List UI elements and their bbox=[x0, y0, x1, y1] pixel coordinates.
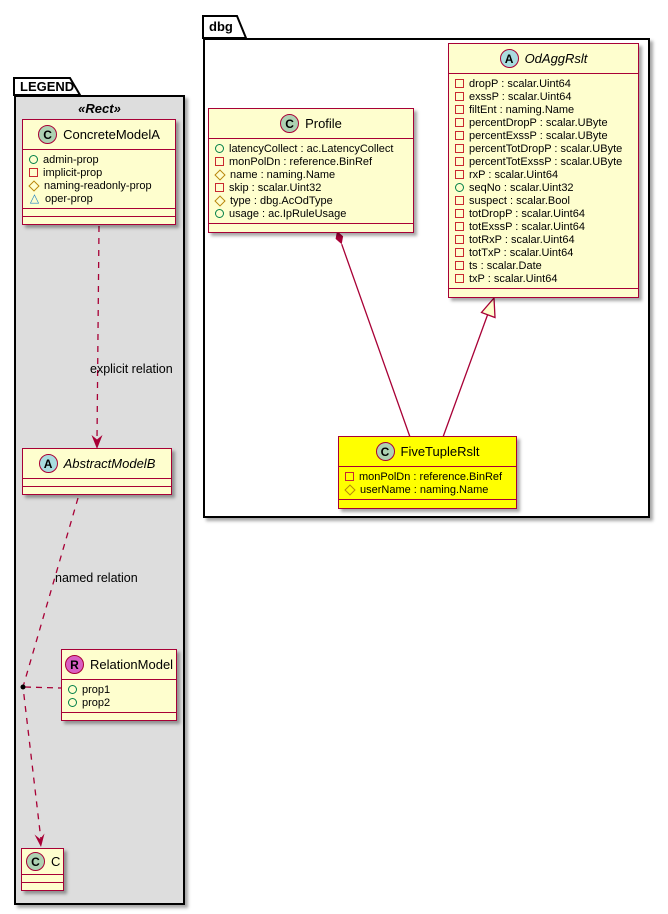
class-relationmodel bbox=[61, 649, 177, 721]
named-relation-arrowhead bbox=[35, 834, 45, 848]
dbg-package-title: dbg bbox=[209, 19, 233, 34]
class-odaggrslt-attributes bbox=[449, 73, 638, 288]
attribute-row bbox=[449, 259, 638, 272]
class-concretemodela-attributes bbox=[23, 149, 175, 208]
attribute-label: monPolDn : reference.BinRef bbox=[229, 155, 373, 168]
class-abstractmodelb-title bbox=[23, 449, 171, 478]
attribute-visibility-icon bbox=[215, 157, 224, 166]
class-c-title bbox=[22, 849, 63, 874]
empty-compartment bbox=[22, 882, 63, 890]
generalization-edge bbox=[443, 315, 488, 437]
abstract-spot-icon: A bbox=[39, 454, 58, 473]
class-name: AbstractModelB bbox=[63, 456, 156, 471]
attribute-label: rxP : scalar.Uint64 bbox=[469, 168, 559, 181]
empty-compartment bbox=[22, 874, 63, 882]
attribute-row bbox=[23, 192, 175, 205]
attribute-row bbox=[449, 207, 638, 220]
empty-compartment bbox=[23, 486, 171, 494]
class-name: ConcreteModelA bbox=[63, 127, 160, 142]
attribute-label: ts : scalar.Date bbox=[469, 259, 542, 272]
class-name: C bbox=[51, 854, 61, 869]
attribute-row bbox=[62, 683, 176, 696]
attribute-visibility-icon bbox=[455, 144, 464, 153]
attribute-visibility-icon bbox=[214, 195, 225, 206]
attribute-visibility-icon bbox=[455, 183, 464, 192]
abstract-spot-icon: A bbox=[500, 49, 519, 68]
attribute-row bbox=[449, 246, 638, 259]
attribute-visibility-icon bbox=[68, 685, 77, 694]
attribute-label: latencyCollect : ac.LatencyCollect bbox=[229, 142, 394, 155]
attribute-row bbox=[449, 233, 638, 246]
attribute-row bbox=[209, 207, 413, 220]
attribute-visibility-icon bbox=[455, 79, 464, 88]
attribute-row bbox=[209, 155, 413, 168]
attribute-row bbox=[23, 153, 175, 166]
class-spot-icon: C bbox=[26, 852, 45, 871]
attribute-label: admin-prop bbox=[43, 153, 99, 166]
attribute-visibility-icon bbox=[455, 209, 464, 218]
generalization-triangle bbox=[482, 298, 496, 318]
attribute-label: percentTotExssP : scalar.UByte bbox=[469, 155, 623, 168]
class-name: Profile bbox=[305, 116, 342, 131]
attribute-row bbox=[449, 220, 638, 233]
empty-compartment bbox=[449, 288, 638, 297]
class-name: FiveTupleRslt bbox=[400, 444, 480, 459]
attribute-label: type : dbg.AcOdType bbox=[230, 194, 333, 207]
attribute-row bbox=[449, 77, 638, 90]
attribute-row bbox=[339, 483, 516, 496]
attribute-visibility-icon bbox=[455, 157, 464, 166]
class-odaggrslt bbox=[448, 43, 639, 298]
named-relation-label: named relation bbox=[55, 571, 138, 585]
attribute-visibility-icon bbox=[29, 155, 38, 164]
attribute-label: totDropP : scalar.Uint64 bbox=[469, 207, 585, 220]
class-odaggrslt-title bbox=[449, 44, 638, 73]
attribute-row bbox=[449, 181, 638, 194]
attribute-visibility-icon bbox=[455, 131, 464, 140]
relation-spot-icon: R bbox=[65, 655, 84, 674]
empty-compartment bbox=[62, 712, 176, 720]
attribute-label: skip : scalar.Uint32 bbox=[229, 181, 322, 194]
attribute-visibility-icon bbox=[455, 235, 464, 244]
attribute-visibility-icon bbox=[455, 222, 464, 231]
explicit-relation-label: explicit relation bbox=[90, 362, 173, 376]
attribute-visibility-icon bbox=[455, 196, 464, 205]
attribute-row bbox=[339, 470, 516, 483]
attribute-visibility-icon bbox=[455, 92, 464, 101]
attribute-row bbox=[62, 696, 176, 709]
class-abstractmodelb bbox=[22, 448, 172, 495]
attribute-row bbox=[449, 129, 638, 142]
rect-stereotype-label: «Rect» bbox=[78, 101, 121, 116]
attribute-label: naming-readonly-prop bbox=[44, 179, 152, 192]
attribute-label: implicit-prop bbox=[43, 166, 103, 179]
explicit-relation-edge bbox=[97, 226, 99, 440]
empty-compartment bbox=[339, 499, 516, 508]
attribute-row bbox=[209, 194, 413, 207]
class-fivetuplerslt bbox=[338, 436, 517, 509]
attribute-label: oper-prop bbox=[45, 192, 93, 205]
attribute-visibility-icon bbox=[455, 261, 464, 270]
junction-dot bbox=[21, 685, 26, 690]
attribute-label: percentTotDropP : scalar.UByte bbox=[469, 142, 623, 155]
attribute-visibility-icon bbox=[455, 170, 464, 179]
class-name: OdAggRslt bbox=[524, 51, 588, 66]
attribute-label: percentExssP : scalar.UByte bbox=[469, 129, 608, 142]
attribute-visibility-icon bbox=[455, 248, 464, 257]
class-concretemodela bbox=[22, 119, 176, 225]
attribute-label: totRxP : scalar.Uint64 bbox=[469, 233, 575, 246]
class-relationmodel-attributes bbox=[62, 679, 176, 712]
attribute-label: name : naming.Name bbox=[230, 168, 336, 181]
attribute-row bbox=[449, 272, 638, 285]
legend-package-title: LEGEND bbox=[20, 79, 75, 94]
attribute-label: exssP : scalar.Uint64 bbox=[469, 90, 572, 103]
attribute-label: prop1 bbox=[82, 683, 111, 696]
attribute-label: seqNo : scalar.Uint32 bbox=[469, 181, 574, 194]
attribute-label: usage : ac.IpRuleUsage bbox=[229, 207, 347, 220]
class-c bbox=[21, 848, 64, 891]
attribute-visibility-icon bbox=[215, 183, 224, 192]
attribute-visibility-icon bbox=[29, 168, 38, 177]
attribute-row bbox=[209, 142, 413, 155]
attribute-visibility-icon bbox=[345, 472, 354, 481]
attribute-label: txP : scalar.Uint64 bbox=[469, 272, 558, 285]
attribute-visibility-icon bbox=[215, 209, 224, 218]
attribute-row bbox=[209, 181, 413, 194]
class-profile-attributes bbox=[209, 138, 413, 223]
attribute-visibility-icon bbox=[455, 274, 464, 283]
attribute-row bbox=[209, 168, 413, 181]
attribute-label: filtEnt : naming.Name bbox=[469, 103, 575, 116]
attribute-visibility-icon bbox=[68, 698, 77, 707]
attribute-visibility-icon bbox=[455, 118, 464, 127]
attribute-row bbox=[449, 116, 638, 129]
attribute-label: totExssP : scalar.Uint64 bbox=[469, 220, 585, 233]
attribute-row bbox=[449, 168, 638, 181]
attribute-label: suspect : scalar.Bool bbox=[469, 194, 570, 207]
attribute-row bbox=[23, 166, 175, 179]
class-spot-icon: C bbox=[38, 125, 57, 144]
attribute-visibility-icon bbox=[214, 169, 225, 180]
class-spot-icon: C bbox=[376, 442, 395, 461]
attribute-visibility-icon bbox=[455, 105, 464, 114]
empty-compartment bbox=[23, 208, 175, 216]
attribute-label: userName : naming.Name bbox=[360, 483, 489, 496]
composition-edge bbox=[342, 244, 410, 437]
attribute-label: totTxP : scalar.Uint64 bbox=[469, 246, 574, 259]
attribute-row bbox=[449, 194, 638, 207]
attribute-row bbox=[449, 90, 638, 103]
class-profile bbox=[208, 108, 414, 233]
attribute-row bbox=[449, 142, 638, 155]
attribute-label: monPolDn : reference.BinRef bbox=[359, 470, 503, 483]
attribute-row bbox=[449, 155, 638, 168]
explicit-relation-arrowhead bbox=[92, 435, 103, 449]
attribute-visibility-icon bbox=[28, 180, 39, 191]
empty-compartment bbox=[23, 478, 171, 486]
attribute-visibility-icon bbox=[215, 144, 224, 153]
relationmodel-junction-edge bbox=[25, 687, 61, 688]
class-fivetuplerslt-attributes bbox=[339, 466, 516, 499]
empty-compartment bbox=[23, 216, 175, 224]
attribute-visibility-icon bbox=[29, 193, 40, 204]
attribute-visibility-icon bbox=[344, 484, 355, 495]
class-fivetuplerslt-title bbox=[339, 437, 516, 466]
class-relationmodel-title bbox=[62, 650, 176, 679]
class-name: RelationModel bbox=[89, 657, 174, 672]
attribute-row bbox=[23, 179, 175, 192]
class-profile-title bbox=[209, 109, 413, 138]
attribute-label: dropP : scalar.Uint64 bbox=[469, 77, 571, 90]
class-spot-icon: C bbox=[280, 114, 299, 133]
empty-compartment bbox=[209, 223, 413, 232]
attribute-label: percentDropP : scalar.UByte bbox=[469, 116, 608, 129]
attribute-row bbox=[449, 103, 638, 116]
attribute-label: prop2 bbox=[82, 696, 111, 709]
class-concretemodela-title bbox=[23, 120, 175, 149]
